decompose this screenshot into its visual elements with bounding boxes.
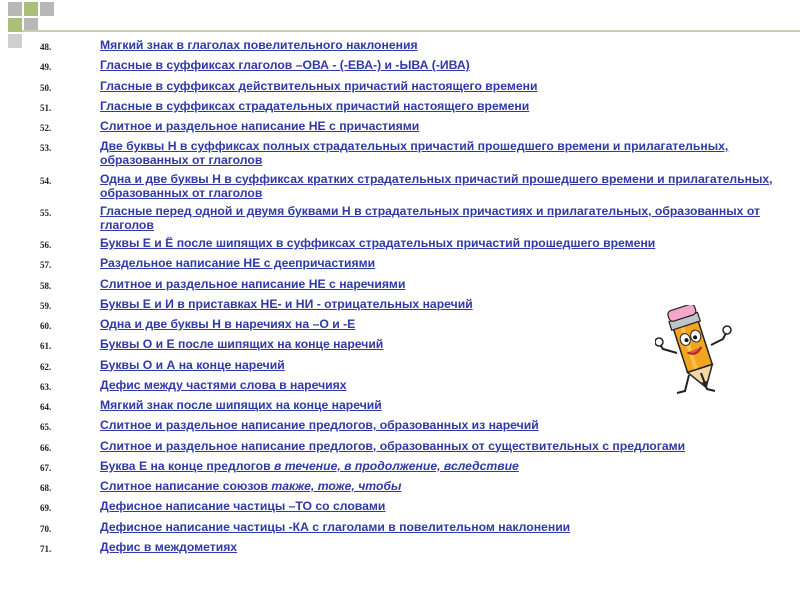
topic-link[interactable] (100, 38, 775, 52)
cartoon-pencil-icon (655, 305, 735, 400)
deco-square-gray (8, 34, 22, 48)
list-item (40, 256, 780, 272)
topic-link[interactable] (100, 204, 775, 232)
topic-link-text: Дефис между частями слова в наречиях (100, 377, 347, 392)
item-number: 62. (40, 361, 52, 372)
item-number: 61. (40, 341, 52, 352)
item-number: 53. (40, 143, 52, 154)
list-item (40, 277, 780, 293)
deco-square-green (8, 18, 22, 32)
item-number: 59. (40, 300, 52, 311)
topic-link[interactable] (100, 520, 775, 534)
topic-link-text: Гласные перед одной и двумя буквами Н в страдательных причастиях и прилагательных, образованных от глаголов (100, 203, 760, 232)
item-number: 49. (40, 62, 52, 73)
topic-link-text: Две буквы Н в суффиксах полных страдательных причастий прошедшего времени и прилагательных, образованных от глаголов (100, 139, 729, 168)
list-item (40, 540, 780, 556)
item-number: 57. (40, 260, 52, 271)
topic-link-text: Слитное и раздельное написание НЕ с причастиями (100, 119, 420, 133)
topic-link-text: Слитное написание союзов (100, 479, 272, 493)
topic-link[interactable] (100, 236, 775, 250)
topic-link[interactable] (100, 119, 775, 133)
topic-link-text: Слитное и раздельное написание предлогов, образованных из наречий (100, 418, 539, 433)
topic-link[interactable] (100, 398, 775, 412)
list-item (40, 479, 780, 495)
item-number: 70. (40, 523, 52, 534)
topic-link-italic-text: также, тоже, чтобы (271, 479, 402, 493)
list-item (40, 236, 780, 252)
item-number: 52. (40, 123, 52, 133)
list-item (40, 204, 780, 232)
header-rule (22, 30, 800, 32)
list-item (40, 58, 780, 74)
item-number: 64. (40, 402, 52, 412)
deco-square-gray (8, 2, 22, 16)
item-number: 67. (40, 462, 52, 473)
topic-link[interactable] (100, 79, 775, 93)
list-item (40, 99, 780, 115)
topic-link-text: Дефисное написание частицы –ТО со словами (100, 499, 386, 514)
topic-link-text: Буквы О и А на конце наречий (100, 357, 285, 372)
list-item (40, 79, 780, 95)
list-item (40, 38, 780, 54)
item-number: 51. (40, 102, 52, 113)
topic-link[interactable] (100, 459, 775, 473)
topic-link-text: Гласные в суффиксах действительных причастий настоящего времени (100, 78, 538, 93)
item-number: 54. (40, 175, 52, 186)
topic-link[interactable] (100, 439, 775, 453)
item-number: 55. (40, 207, 52, 218)
topic-link-text: Одна и две буквы Н в наречиях на –О и -Е (100, 317, 356, 331)
item-number: 69. (40, 503, 52, 514)
topic-link-text: Буквы О и Е после шипящих на конце наречий (100, 337, 384, 352)
topic-link[interactable] (100, 256, 775, 270)
topic-link[interactable] (100, 418, 775, 432)
topic-link-text: Дефис в междометиях (100, 539, 238, 554)
topic-link-text: Гласные в суффиксах глаголов –ОВА - (-ЕВА-) и -ЫВА (-ИВА) (100, 58, 470, 73)
topic-link[interactable] (100, 139, 775, 167)
list-item (40, 499, 780, 515)
topic-link-text: Дефисное написание частицы -КА с глаголами в повелительном наклонении (100, 519, 571, 534)
topic-list (40, 38, 780, 560)
item-number: 48. (40, 42, 52, 52)
topic-link-text: Буква Е на конце предлогов (100, 458, 274, 473)
item-number: 56. (40, 240, 52, 250)
topic-link-text: Одна и две буквы Н в суффиксах кратких страдательных причастий прошедшего времени и прилагательных, образованных от глаголов (100, 171, 773, 200)
topic-link[interactable] (100, 99, 775, 113)
topic-link-text: Гласные в суффиксах страдательных причастий настоящего времени (100, 98, 530, 113)
item-number: 68. (40, 483, 52, 493)
item-number: 58. (40, 280, 52, 291)
topic-link-text: Буквы Е и И в приставках НЕ- и НИ - отрицательных наречий (100, 296, 473, 311)
topic-link[interactable] (100, 479, 775, 493)
topic-link-italic-text: в течение, в продолжение, вследствие (274, 458, 519, 473)
item-number: 65. (40, 422, 52, 433)
deco-square-gray (40, 2, 54, 16)
item-number: 50. (40, 82, 52, 93)
topic-link[interactable] (100, 172, 775, 200)
item-number: 71. (40, 543, 52, 554)
list-item (40, 459, 780, 475)
deco-square-green (24, 2, 38, 16)
topic-link-text: Буквы Е и Ё после шипящих в суффиксах страдательных причастий прошедшего времени (100, 236, 656, 250)
topic-link-text: Слитное и раздельное написание предлогов, образованных от существительных с предлогами (100, 438, 686, 453)
topic-link-text: Слитное и раздельное написание НЕ с наречиями (100, 276, 406, 291)
item-number: 66. (40, 442, 52, 453)
topic-link[interactable] (100, 540, 775, 554)
topic-link-text: Мягкий знак после шипящих на конце наречий (100, 398, 382, 412)
topic-link-text: Мягкий знак в глаголах повелительного наклонения (100, 38, 418, 52)
topic-link-text: Раздельное написание НЕ с деепричастиями (100, 256, 376, 271)
list-item (40, 172, 780, 200)
topic-link[interactable] (100, 499, 775, 513)
topic-link[interactable] (100, 58, 775, 72)
item-number: 60. (40, 321, 52, 331)
list-item (40, 119, 780, 135)
topic-link[interactable] (100, 277, 775, 291)
list-item (40, 439, 780, 455)
list-item (40, 139, 780, 167)
list-item (40, 418, 780, 434)
list-item (40, 398, 780, 414)
list-item (40, 520, 780, 536)
item-number: 63. (40, 381, 52, 392)
